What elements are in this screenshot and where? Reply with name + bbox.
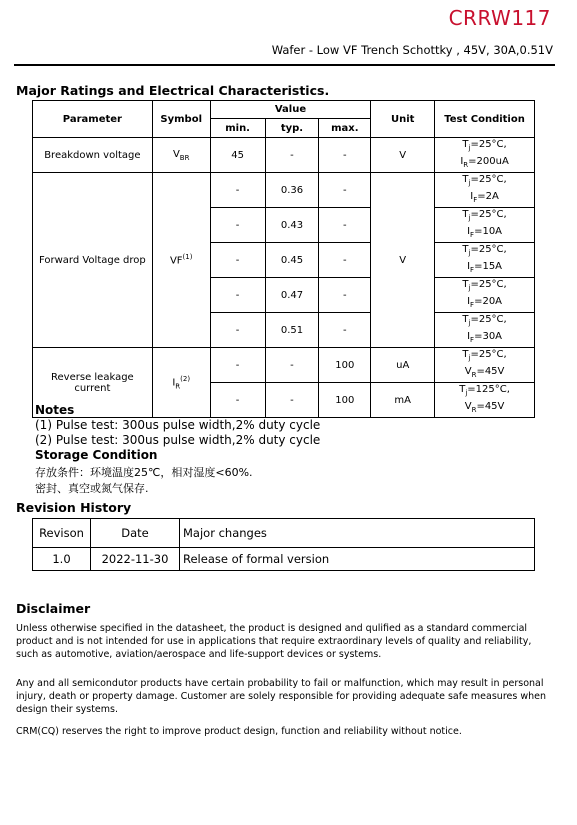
header-typ: typ. [265, 119, 319, 138]
cell-max: 100 [319, 348, 371, 383]
symbol-vf: VF$^{(1)}$ [152, 173, 210, 348]
symbol-vbr: $V_{BR}$ [152, 138, 210, 173]
cell-condition: $T_j=25^\circ C$, $I_F=30A$ [435, 313, 535, 348]
product-subtitle: Wafer - Low VF Trench Schottky , 45V, 30A,0.51V [271, 43, 553, 57]
cell-min: 45 [210, 138, 265, 173]
cell-condition: $T_j=25^\circ C$, $I_R=200uA$ [435, 138, 535, 173]
cell-min: - [210, 348, 265, 383]
disclaimer-title: Disclaimer [16, 601, 91, 616]
cell-condition: $T_j=25^\circ C$, $I_F=15A$ [435, 243, 535, 278]
cell-typ: 0.36 [265, 173, 319, 208]
ratings-table [32, 100, 535, 418]
cell-condition: $T_j=25^\circ C$, $V_R=45V$ [435, 348, 535, 383]
cell-min: - [210, 208, 265, 243]
cell-max: - [319, 278, 371, 313]
cell-typ: - [265, 138, 319, 173]
header-revision: Revison [33, 519, 91, 548]
cell-max: - [319, 243, 371, 278]
header-major-changes: Major changes [180, 519, 535, 548]
cell-max: - [319, 173, 371, 208]
param-breakdown: Breakdown voltage [33, 138, 153, 173]
cell-major-changes: Release of formal version [180, 548, 535, 571]
cell-typ: 0.51 [265, 313, 319, 348]
cell-condition: $T_j=125^\circ C$, $V_R=45V$ [435, 383, 535, 418]
revision-title: Revision History [16, 500, 132, 515]
cell-max: 100 [319, 383, 371, 418]
header-test-condition: Test Condition [435, 101, 535, 138]
cell-max: - [319, 208, 371, 243]
table-row [33, 348, 535, 383]
table-row [33, 173, 535, 208]
cell-max: - [319, 313, 371, 348]
storage-line: 存放条件：环境温度25℃，相对湿度<60%. [35, 466, 253, 479]
disclaimer-paragraph: CRM(CQ) reserves the right to improve product design, function and reliability without notice. [16, 726, 462, 737]
param-forward-voltage: Forward Voltage drop [33, 173, 153, 348]
cell-condition: $T_j=25^\circ C$, $I_F=20A$ [435, 278, 535, 313]
cell-max: - [319, 138, 371, 173]
cell-typ: 0.43 [265, 208, 319, 243]
header-parameter: Parameter [33, 101, 153, 138]
cell-typ: 0.47 [265, 278, 319, 313]
cell-condition: $T_j=25^\circ C$, $I_F=2A$ [435, 173, 535, 208]
cell-unit: mA [371, 383, 435, 418]
cell-typ: - [265, 348, 319, 383]
revision-table [32, 518, 535, 571]
header-divider [14, 64, 555, 66]
header-value: Value [210, 101, 371, 119]
header-min: min. [210, 119, 265, 138]
table-row [33, 548, 535, 571]
notes-title: Notes [35, 403, 75, 417]
cell-min: - [210, 383, 265, 418]
header-unit: Unit [371, 101, 435, 138]
header-symbol: Symbol [152, 101, 210, 138]
storage-line: 密封、真空或氮气保存. [35, 482, 149, 495]
param-reverse-leakage: Reverse leakage current [33, 348, 153, 418]
cell-typ: - [265, 383, 319, 418]
storage-title: Storage Condition [35, 448, 158, 462]
cell-min: - [210, 313, 265, 348]
note-item: (2) Pulse test: 300us pulse width,2% duty cycle [35, 433, 321, 447]
cell-min: - [210, 173, 265, 208]
header-date: Date [91, 519, 180, 548]
cell-date: 2022-11-30 [91, 548, 180, 571]
table-row [33, 138, 535, 173]
cell-unit: V [371, 173, 435, 348]
cell-min: - [210, 278, 265, 313]
cell-typ: 0.45 [265, 243, 319, 278]
disclaimer-paragraph: Unless otherwise specified in the datasheet, the product is designed and qulified as a standard commercial product and is not intended for use in applications that require extraordinary levels of quality and reliability, such as automotive, aviation/aerospace and life-support devices or systems. [16, 623, 532, 660]
cell-min: - [210, 243, 265, 278]
cell-condition: $T_j=25^\circ C$, $I_F=10A$ [435, 208, 535, 243]
cell-unit: V [371, 138, 435, 173]
disclaimer-paragraph: Any and all semicondutor products have certain probability to fail or malfunction, which may result in personal injury, death or property damage. Customer are solely responsible for providing adequate safe measures when design their systems. [16, 678, 546, 715]
symbol-ir: $I_R^{(2)}$ [152, 348, 210, 418]
part-number: CRRW117 [448, 6, 551, 30]
header-max: max. [319, 119, 371, 138]
note-item: (1) Pulse test: 300us pulse width,2% duty cycle [35, 418, 321, 432]
table-row [33, 519, 535, 548]
cell-revision: 1.0 [33, 548, 91, 571]
ratings-title: Major Ratings and Electrical Characteristics. [16, 83, 330, 98]
cell-unit: uA [371, 348, 435, 383]
